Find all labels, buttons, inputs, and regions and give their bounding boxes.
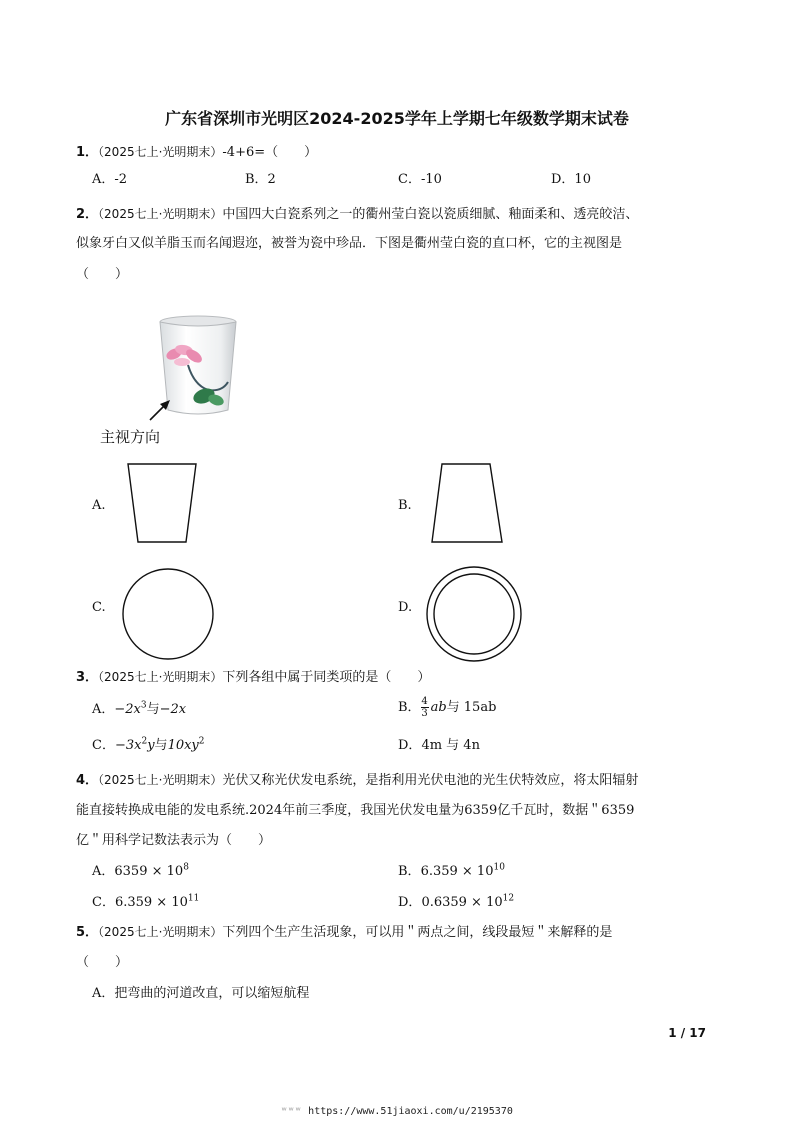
question-2 — [76, 200, 716, 229]
question-1 — [76, 138, 716, 167]
option-b: B．$6.359 \times 10^{10}$ — [398, 862, 505, 879]
question-number: 2． — [76, 207, 99, 222]
option-b-shape — [428, 460, 508, 546]
option-d: D．10 — [551, 172, 591, 187]
option-b: B． $\frac{4}{3}$ 𝑎𝑏与 15ab — [398, 696, 497, 719]
option-a: A．-2 — [92, 172, 128, 187]
option-d: D．$0.6359 \times 10^{12}$ — [398, 893, 515, 910]
option-c-label: C. — [92, 600, 106, 615]
question-stem-line-2: 似象牙白又似羊脂玉而名闻遐迩，被誉为瓷中珍品．下图是衢州莹白瓷的直口杯，它的主视图是 — [76, 236, 623, 251]
flower-petal — [174, 358, 190, 366]
option-a-label: A. — [92, 498, 106, 513]
fraction: $\frac{4}{3}$ — [421, 696, 428, 719]
option-a: A．$6359 \times 10^8$ — [92, 862, 189, 879]
option-a: A．把弯曲的河道改直，可以缩短航程 — [92, 986, 310, 1001]
option-c: C．-10 — [398, 172, 442, 187]
question-4 — [76, 766, 716, 795]
option-c: C．$6.359 \times 10^{11}$ — [92, 893, 200, 910]
question-stem-line-1: 中国四大白瓷系列之一的衢州莹白瓷以瓷质细腻、釉面柔和、透亮皎洁、 — [222, 207, 639, 222]
question-stem-line-2: （ ） — [76, 955, 129, 970]
option-c-shape — [120, 566, 216, 662]
question-stem-line-2: 能直接转换成电能的发电系统.2024年前三季度，我国光伏发电量为6359亿千瓦时，数据＂6359 — [76, 803, 635, 818]
footer — [0, 1106, 794, 1117]
option-b: B．2 — [245, 172, 276, 187]
question-number: 4． — [76, 773, 99, 788]
question-stem-line-1: 光伏又称光伏发电系统，是指利用光伏电池的光生伏特效应，将太阳辐射 — [222, 773, 639, 788]
option-d-shape — [424, 564, 524, 664]
page-number: 1 / 17 — [668, 1026, 706, 1040]
question-stem-line-1: 下列四个生产生活现象，可以用＂两点之间，线段最短＂来解释的是 — [222, 925, 613, 940]
question-tag: （2025七上·光明期末） — [98, 207, 223, 221]
question-number: 5． — [76, 925, 99, 940]
question-tag: （2025七上·光明期末） — [98, 670, 223, 684]
question-tag: （2025七上·光明期末） — [98, 925, 223, 939]
view-direction-caption: 主视方向 — [100, 428, 161, 446]
question-number: 3． — [76, 670, 99, 685]
question-3 — [76, 663, 716, 692]
option-d-label: D. — [398, 600, 413, 615]
question-stem-line-3: （ ） — [76, 267, 129, 282]
option-c: C．−3𝑥$^2$𝑦与10𝑥𝑦$^2$ — [92, 736, 205, 753]
option-b-label: B. — [398, 498, 412, 513]
footer-mark: ʷʷʷ — [281, 1106, 303, 1117]
option-a: A．−2𝑥$^3$与−2𝑥 — [92, 700, 187, 717]
question-stem: -4+6=（ ） — [222, 145, 318, 160]
question-stem: 下列各组中属于同类项的是（ ） — [222, 670, 431, 685]
question-stem-line-3: 亿＂用科学记数法表示为（ ） — [76, 833, 272, 848]
option-d: D．4m 与 4n — [398, 738, 480, 753]
footer-url-link[interactable]: https://www.51jiaoxi.com/u/2195370 — [308, 1106, 513, 1117]
option-a-shape — [124, 460, 200, 546]
question-tag: （2025七上·光明期末） — [98, 773, 223, 787]
question-5 — [76, 918, 716, 947]
question-tag: （2025七上·光明期末） — [98, 145, 223, 159]
question-number: 1． — [76, 145, 99, 160]
page-title: 广东省深圳市光明区2024-2025学年上学期七年级数学期末试卷 — [165, 109, 629, 128]
